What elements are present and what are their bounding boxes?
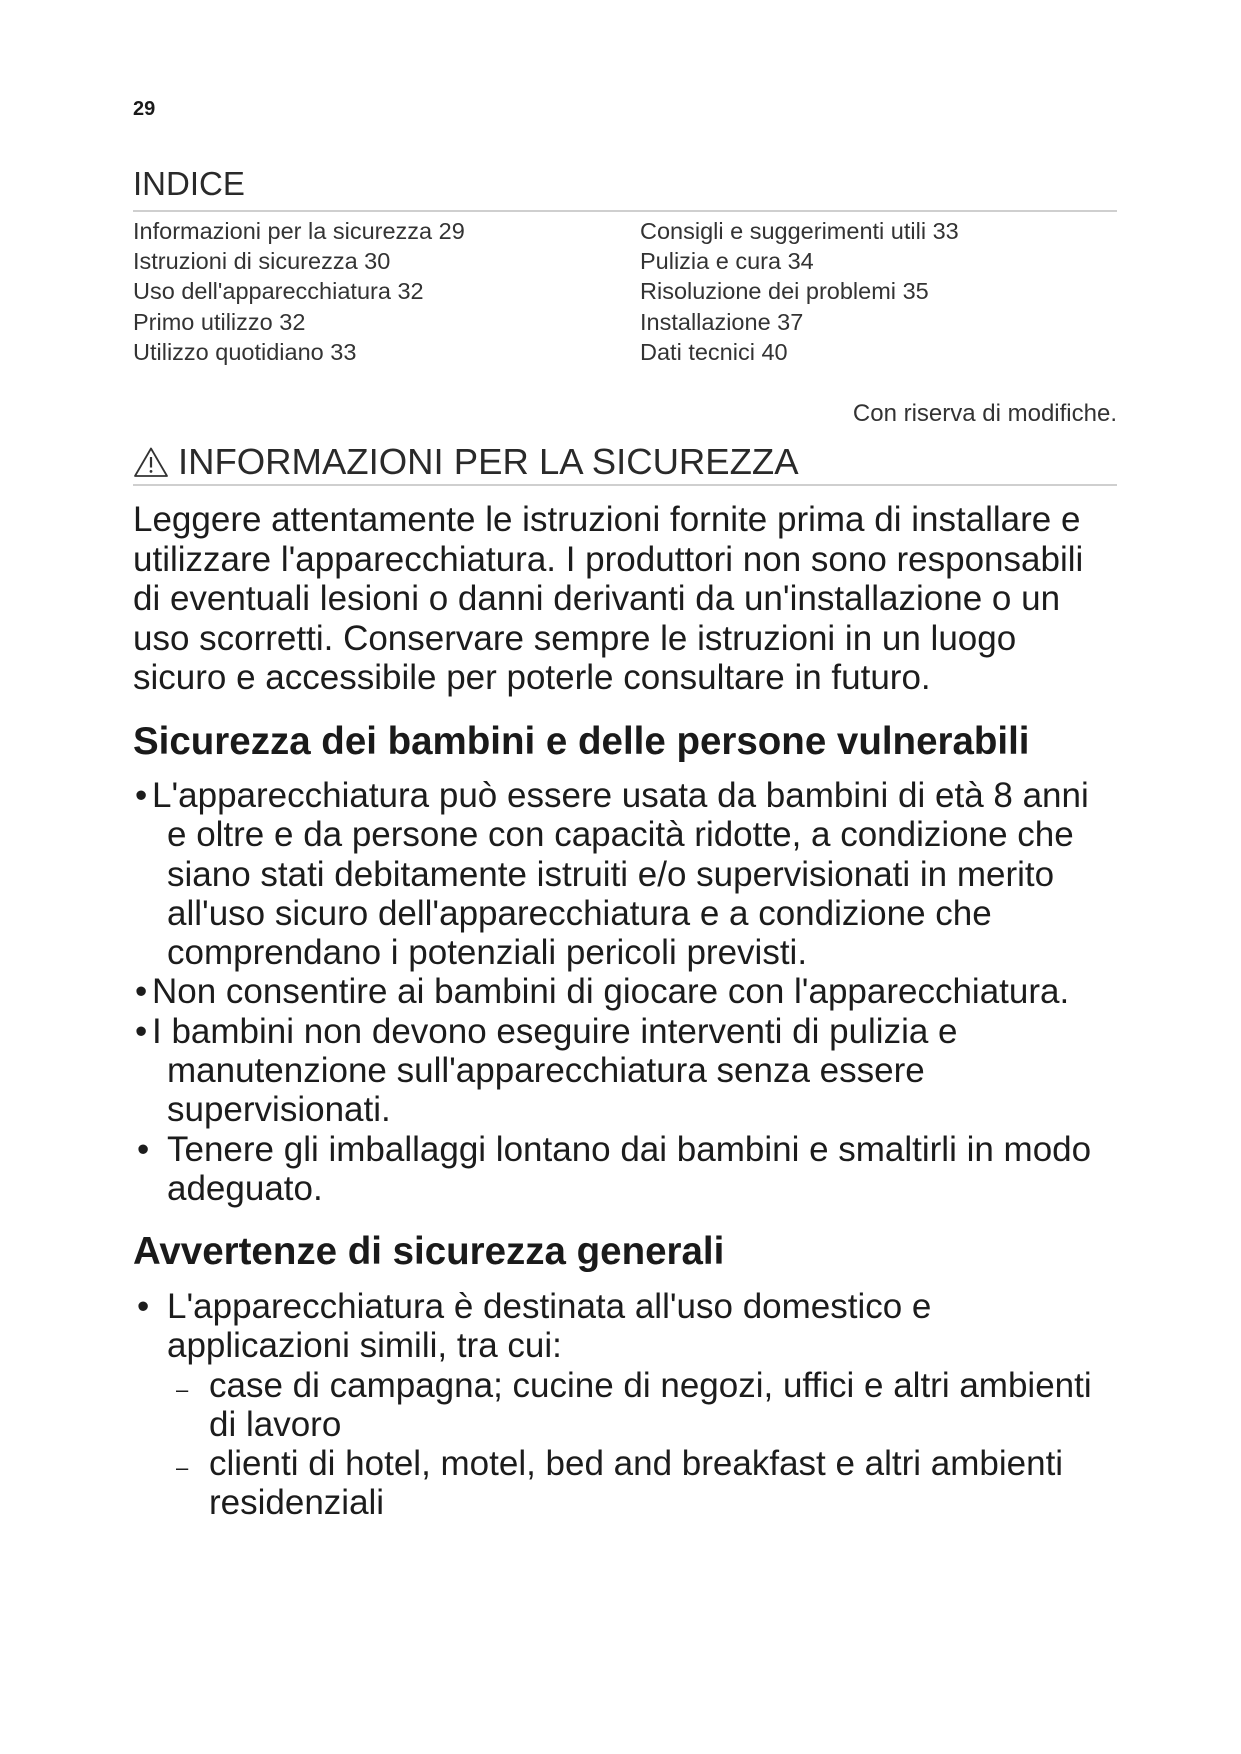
safety-divider (133, 484, 1117, 486)
paragraph-line: sicuro e accessibile per poterle consultare in futuro. (133, 658, 931, 697)
toc-entry-title: Uso dell'apparecchiatura (133, 278, 391, 305)
dash-marker: – (176, 1376, 189, 1402)
bullet-marker: • (137, 1287, 150, 1326)
paragraph-line: uso scorretti. Conservare sempre le istruzioni in un luogo (133, 618, 1017, 658)
toc-entry-title: Istruzioni di sicurezza (133, 248, 358, 275)
toc-entry-page: 32 (397, 278, 424, 305)
toc-entry (640, 246, 1117, 276)
toc-entry-page: 29 (438, 218, 465, 244)
toc-column-left (133, 216, 640, 367)
list-item-line: Non consentire ai bambini di giocare con l'apparecchiatura. (152, 972, 1070, 1012)
safety-section-title: INFORMAZIONI PER LA SICUREZZA (178, 441, 799, 482)
toc-entry-title: Informazioni per la sicurezza (133, 218, 433, 244)
toc-entry (640, 307, 1117, 337)
list-item-line: comprendano i potenziali pericoli previsti. (167, 933, 808, 973)
revision-note: Con riserva di modifiche. (852, 400, 1117, 427)
list-item (133, 1130, 1117, 1209)
list-item (133, 1287, 1117, 1366)
sub-list-item (133, 1444, 1117, 1523)
toc-column-right (640, 216, 1117, 367)
list-item-line: supervisionati. (167, 1090, 391, 1130)
bullet-marker: • (135, 1011, 148, 1051)
toc-entry-title: Consigli e suggerimenti utili (640, 218, 927, 244)
children-safety-heading: Sicurezza dei bambini e delle persone vulnerabili (133, 720, 1030, 763)
index-divider (133, 210, 1117, 212)
list-item (133, 776, 1117, 972)
index-title: INDICE (133, 165, 245, 202)
safety-section-heading (133, 440, 799, 484)
list-item-line: L'apparecchiatura è destinata all'uso domestico e (167, 1287, 932, 1326)
sub-list-item-line: case di campagna; cucine di negozi, uffici e altri ambienti (209, 1365, 1092, 1405)
toc-entry-page: 37 (777, 308, 804, 335)
list-item-line: I bambini non devono eseguire interventi di pulizia e (152, 1011, 958, 1051)
bullet-marker: • (135, 776, 148, 815)
toc-entry-page: 32 (279, 308, 306, 335)
warning-triangle-icon (133, 446, 169, 478)
toc-entry (640, 337, 1117, 367)
sub-list-item-line: residenziali (209, 1483, 385, 1523)
toc-entry (640, 216, 1117, 246)
sub-list-item (133, 1366, 1117, 1445)
toc-entry (133, 246, 640, 276)
paragraph-line: Leggere attentamente le istruzioni fornite prima di installare e (133, 500, 1081, 539)
general-safety-list (133, 1287, 1117, 1523)
toc-entry-title: Installazione (640, 308, 771, 335)
toc-entry-title: Risoluzione dei problemi (640, 278, 897, 305)
general-safety-heading: Avvertenze di sicurezza generali (133, 1230, 725, 1273)
toc-entry-title: Pulizia e cura (640, 248, 782, 275)
paragraph-line: utilizzare l'apparecchiatura. I produttori non sono responsabili (133, 539, 1084, 579)
toc-entry-page: 33 (932, 218, 959, 244)
list-item-line: Tenere gli imballaggi lontano dai bambini e smaltirli in modo (167, 1129, 1092, 1169)
list-item-line: manutenzione sull'apparecchiatura senza essere (167, 1051, 925, 1091)
toc-entry (640, 276, 1117, 306)
sub-list-item-line: clienti di hotel, motel, bed and breakfast e altri ambienti (209, 1444, 1064, 1484)
toc-entry-title: Utilizzo quotidiano (133, 338, 324, 365)
list-item-line: L'apparecchiatura può essere usata da bambini di età 8 anni (152, 776, 1089, 815)
toc-entry-page: 30 (364, 248, 391, 275)
toc-entry-page: 34 (787, 248, 814, 275)
toc-entry-page: 35 (902, 278, 929, 305)
list-item-line: siano stati debitamente istruiti e/o supervisionati in merito (167, 854, 1055, 894)
sub-list-item-line: di lavoro (209, 1404, 342, 1444)
paragraph-line: di eventuali lesioni o danni derivanti da un'installazione o un (133, 579, 1061, 618)
dash-marker: – (176, 1455, 189, 1481)
list-item-line: all'uso sicuro dell'apparecchiatura e a condizione che (167, 893, 992, 933)
toc-entry-title: Dati tecnici (640, 338, 755, 365)
page-number: 29 (133, 98, 156, 120)
bullet-marker: • (135, 972, 148, 1012)
toc-entry-title: Primo utilizzo (133, 308, 273, 335)
toc-entry-page: 33 (330, 338, 357, 365)
list-item (133, 972, 1117, 1011)
table-of-contents (133, 216, 1117, 367)
toc-entry-page: 40 (761, 338, 788, 365)
toc-entry (133, 216, 640, 246)
children-safety-list (133, 776, 1117, 1208)
safety-intro-paragraph (133, 500, 1083, 698)
toc-entry (133, 276, 640, 306)
toc-entry (133, 307, 640, 337)
list-item-line: e oltre e da persone con capacità ridotte, a condizione che (167, 815, 1074, 855)
bullet-marker: • (137, 1129, 150, 1169)
list-item-line: applicazioni simili, tra cui: (167, 1326, 562, 1366)
list-item-line: adeguato. (167, 1168, 323, 1208)
list-item (133, 1012, 1117, 1130)
toc-entry (133, 337, 640, 367)
